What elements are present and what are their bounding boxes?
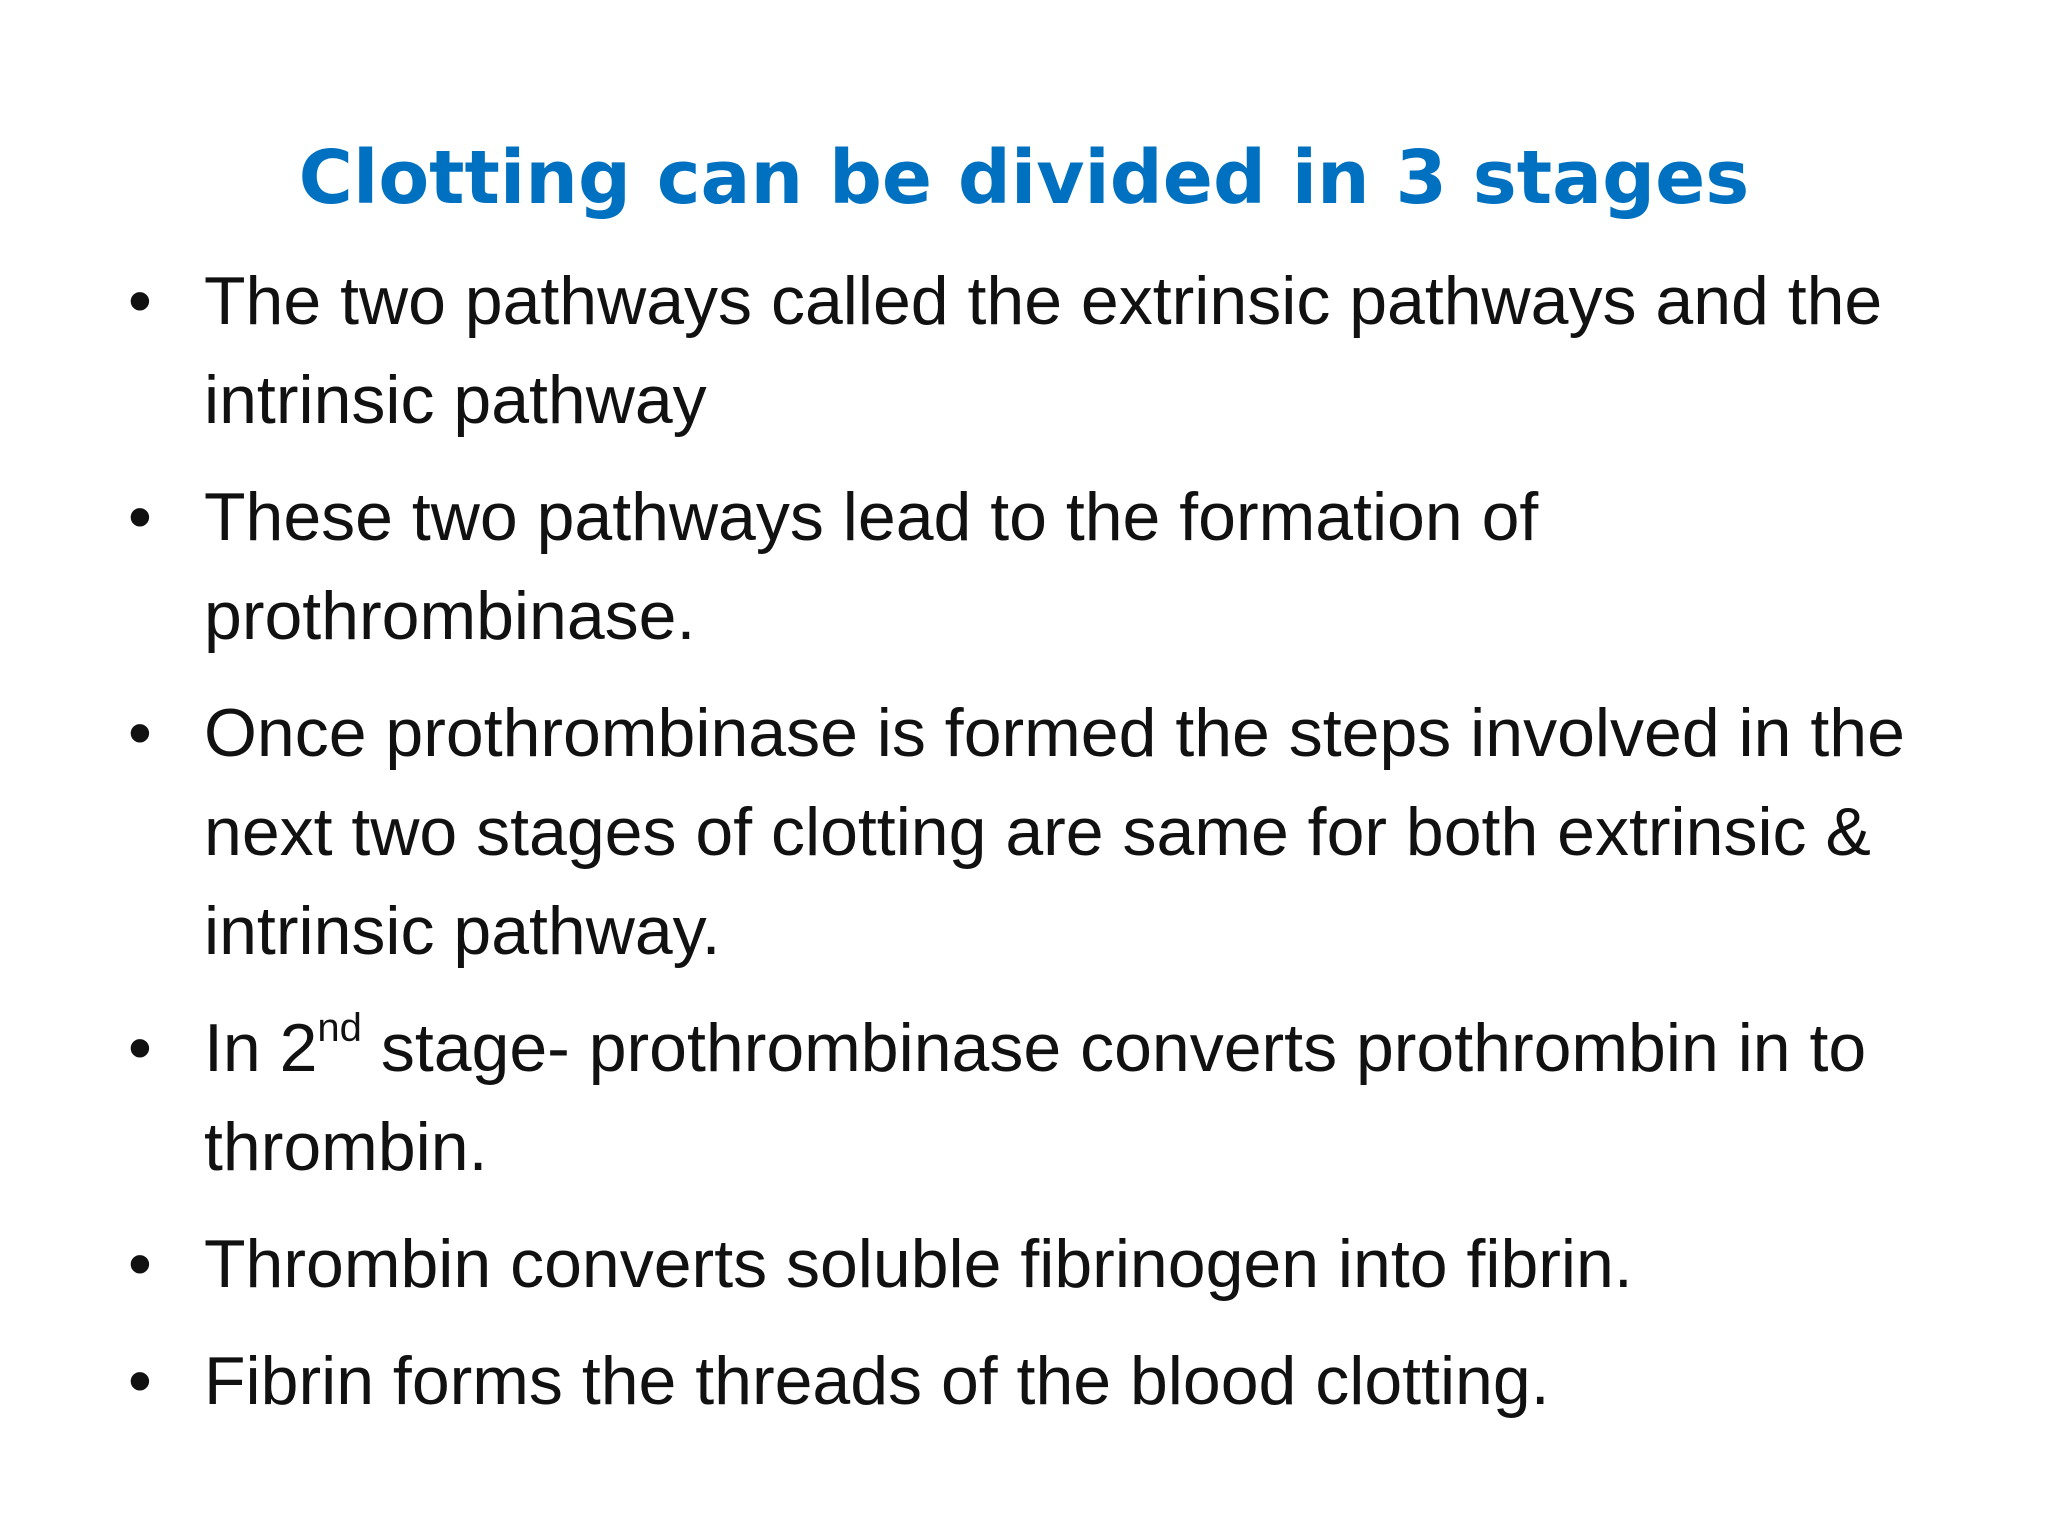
slide-title: Clotting can be divided in 3 stages xyxy=(298,135,1750,221)
bullet-item-2 xyxy=(128,468,1948,666)
bullet-point-icon: • xyxy=(128,1343,152,1419)
bullet-item-4 xyxy=(128,999,1948,1197)
bullet-point-icon: • xyxy=(128,1226,152,1302)
bullet-text-6: Fibrin forms the threads of the blood clotting. xyxy=(204,1343,1550,1419)
bullet-point-icon: • xyxy=(128,479,152,555)
bullet-text-4 xyxy=(204,1006,1867,1185)
bullet-item-6 xyxy=(128,1332,1948,1431)
bullet-point-icon: • xyxy=(128,695,152,771)
bullet-text-3: Once prothrombinase is formed the steps involved in the next two stages of clotting are same for both extrinsic & intrinsic pathway. xyxy=(204,695,1905,969)
bullet-text-2: These two pathways lead to the formation of prothrombinase. xyxy=(204,479,1539,654)
bullet-item-5 xyxy=(128,1215,1948,1314)
bullet-item-3 xyxy=(128,684,1948,981)
bullet-point-icon: • xyxy=(128,1010,152,1086)
bullet-text-4-pre: In 2 xyxy=(204,1010,318,1086)
ordinal-superscript: nd xyxy=(317,1006,362,1051)
bullet-point-icon: • xyxy=(128,263,152,339)
bullet-item-1 xyxy=(128,252,1948,450)
bullet-text-4-post: stage- prothrombinase converts prothrombin in to thrombin. xyxy=(204,1010,1867,1185)
bullet-list xyxy=(128,252,1948,1449)
bullet-text-1: The two pathways called the extrinsic pathways and the intrinsic pathway xyxy=(204,263,1883,438)
bullet-text-5: Thrombin converts soluble fibrinogen into fibrin. xyxy=(204,1226,1633,1302)
